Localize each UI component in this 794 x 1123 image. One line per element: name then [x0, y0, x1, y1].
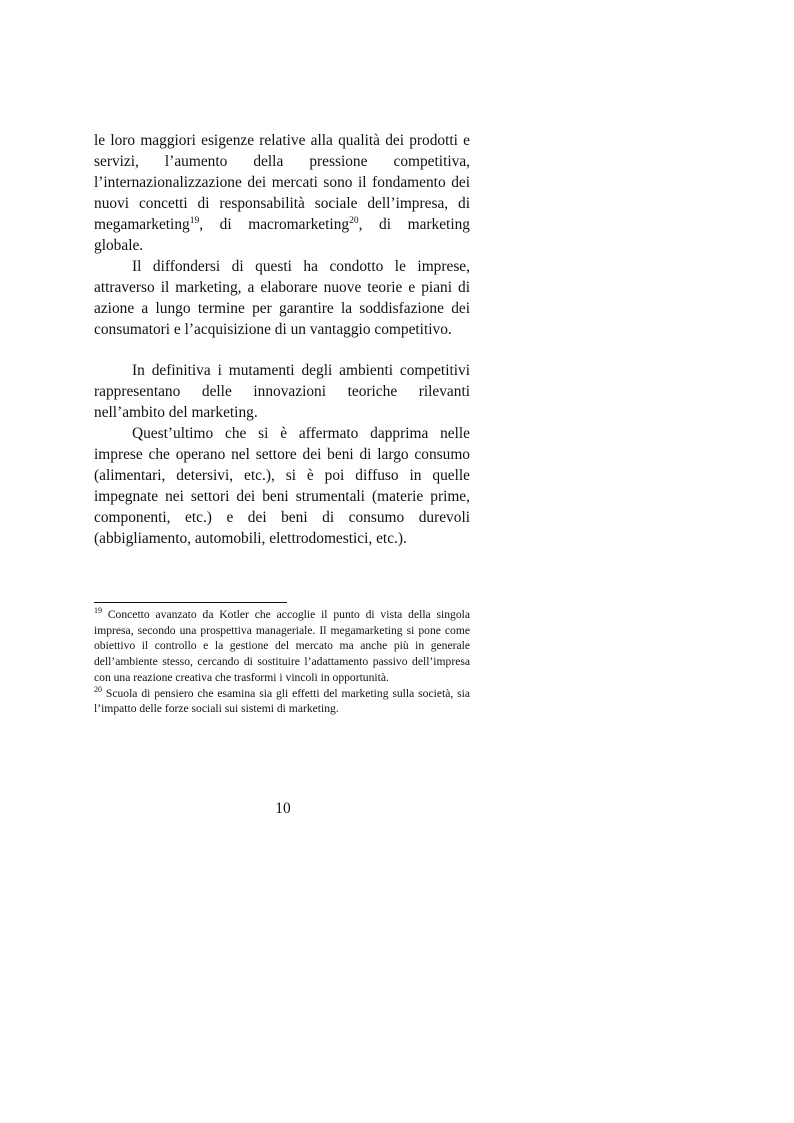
footnote-divider	[94, 602, 287, 603]
paragraph-2: Il diffondersi di questi ha condotto le imprese, attraverso il marketing, a elaborare nuove teorie e piani di azione a lungo termine per garantire la soddisfazione dei consumatori e l’acquisizione di un vantaggio competitivo.	[94, 258, 470, 338]
footnote-ref-19[interactable]: 19	[189, 216, 200, 226]
paragraph-1-text-c: , di marketing globale.	[94, 216, 470, 254]
paragraph-1-text-a: le loro maggiori esigenze relative alla qualità dei prodotti e servizi, l’aumento della pressione competitiva, l’internazionalizzazione dei mercati sono il fondamento dei nuovi concetti di responsabilità sociale dell’impresa, di megamarketing	[94, 132, 470, 233]
footnote-19-text: Concetto avanzato da Kotler che accoglie il punto di vista della singola impresa, secondo una prospettiva manageriale. Il megamarketing si pone come obiettivo il controllo e la gestione del mercato ma anche più in generale dell’ambiente stesso, cercando di sostituire l’adattamento passivo dell’impresa con una reazione creativa che trasformi i vincoli in opportunità.	[94, 608, 470, 684]
paragraph-3: In definitiva i mutamenti degli ambienti competitivi rappresentano delle innovazioni teoriche rilevanti nell’ambito del marketing.	[94, 362, 470, 421]
paragraph-4: Quest’ultimo che si è affermato dapprima nelle imprese che operano nel settore dei beni di largo consumo (alimentari, detersivi, etc.), si è poi diffuso in quelle impegnate nei settori dei beni strumentali (materie prime, componenti, etc.) e dei beni di consumo durevoli (abbigliamento, automobili, elettrodomestici, etc.).	[94, 425, 470, 547]
page-number: 10	[275, 800, 291, 817]
paragraph-1-text-b: , di macromarketing	[199, 216, 350, 233]
paragraph-1	[94, 130, 470, 256]
footnote-20-number: 20	[94, 684, 102, 694]
body-text	[94, 130, 470, 549]
footnote-ref-20[interactable]: 20	[349, 216, 359, 226]
footnote-20	[94, 686, 470, 717]
footnote-19-number: 19	[94, 606, 102, 615]
footnote-19	[94, 607, 470, 686]
footnote-20-text: Scuola di pensiero che esamina sia gli effetti del marketing sulla società, sia l’impatto delle forze sociali sui sistemi di marketing.	[94, 686, 470, 716]
footnotes	[94, 607, 470, 717]
